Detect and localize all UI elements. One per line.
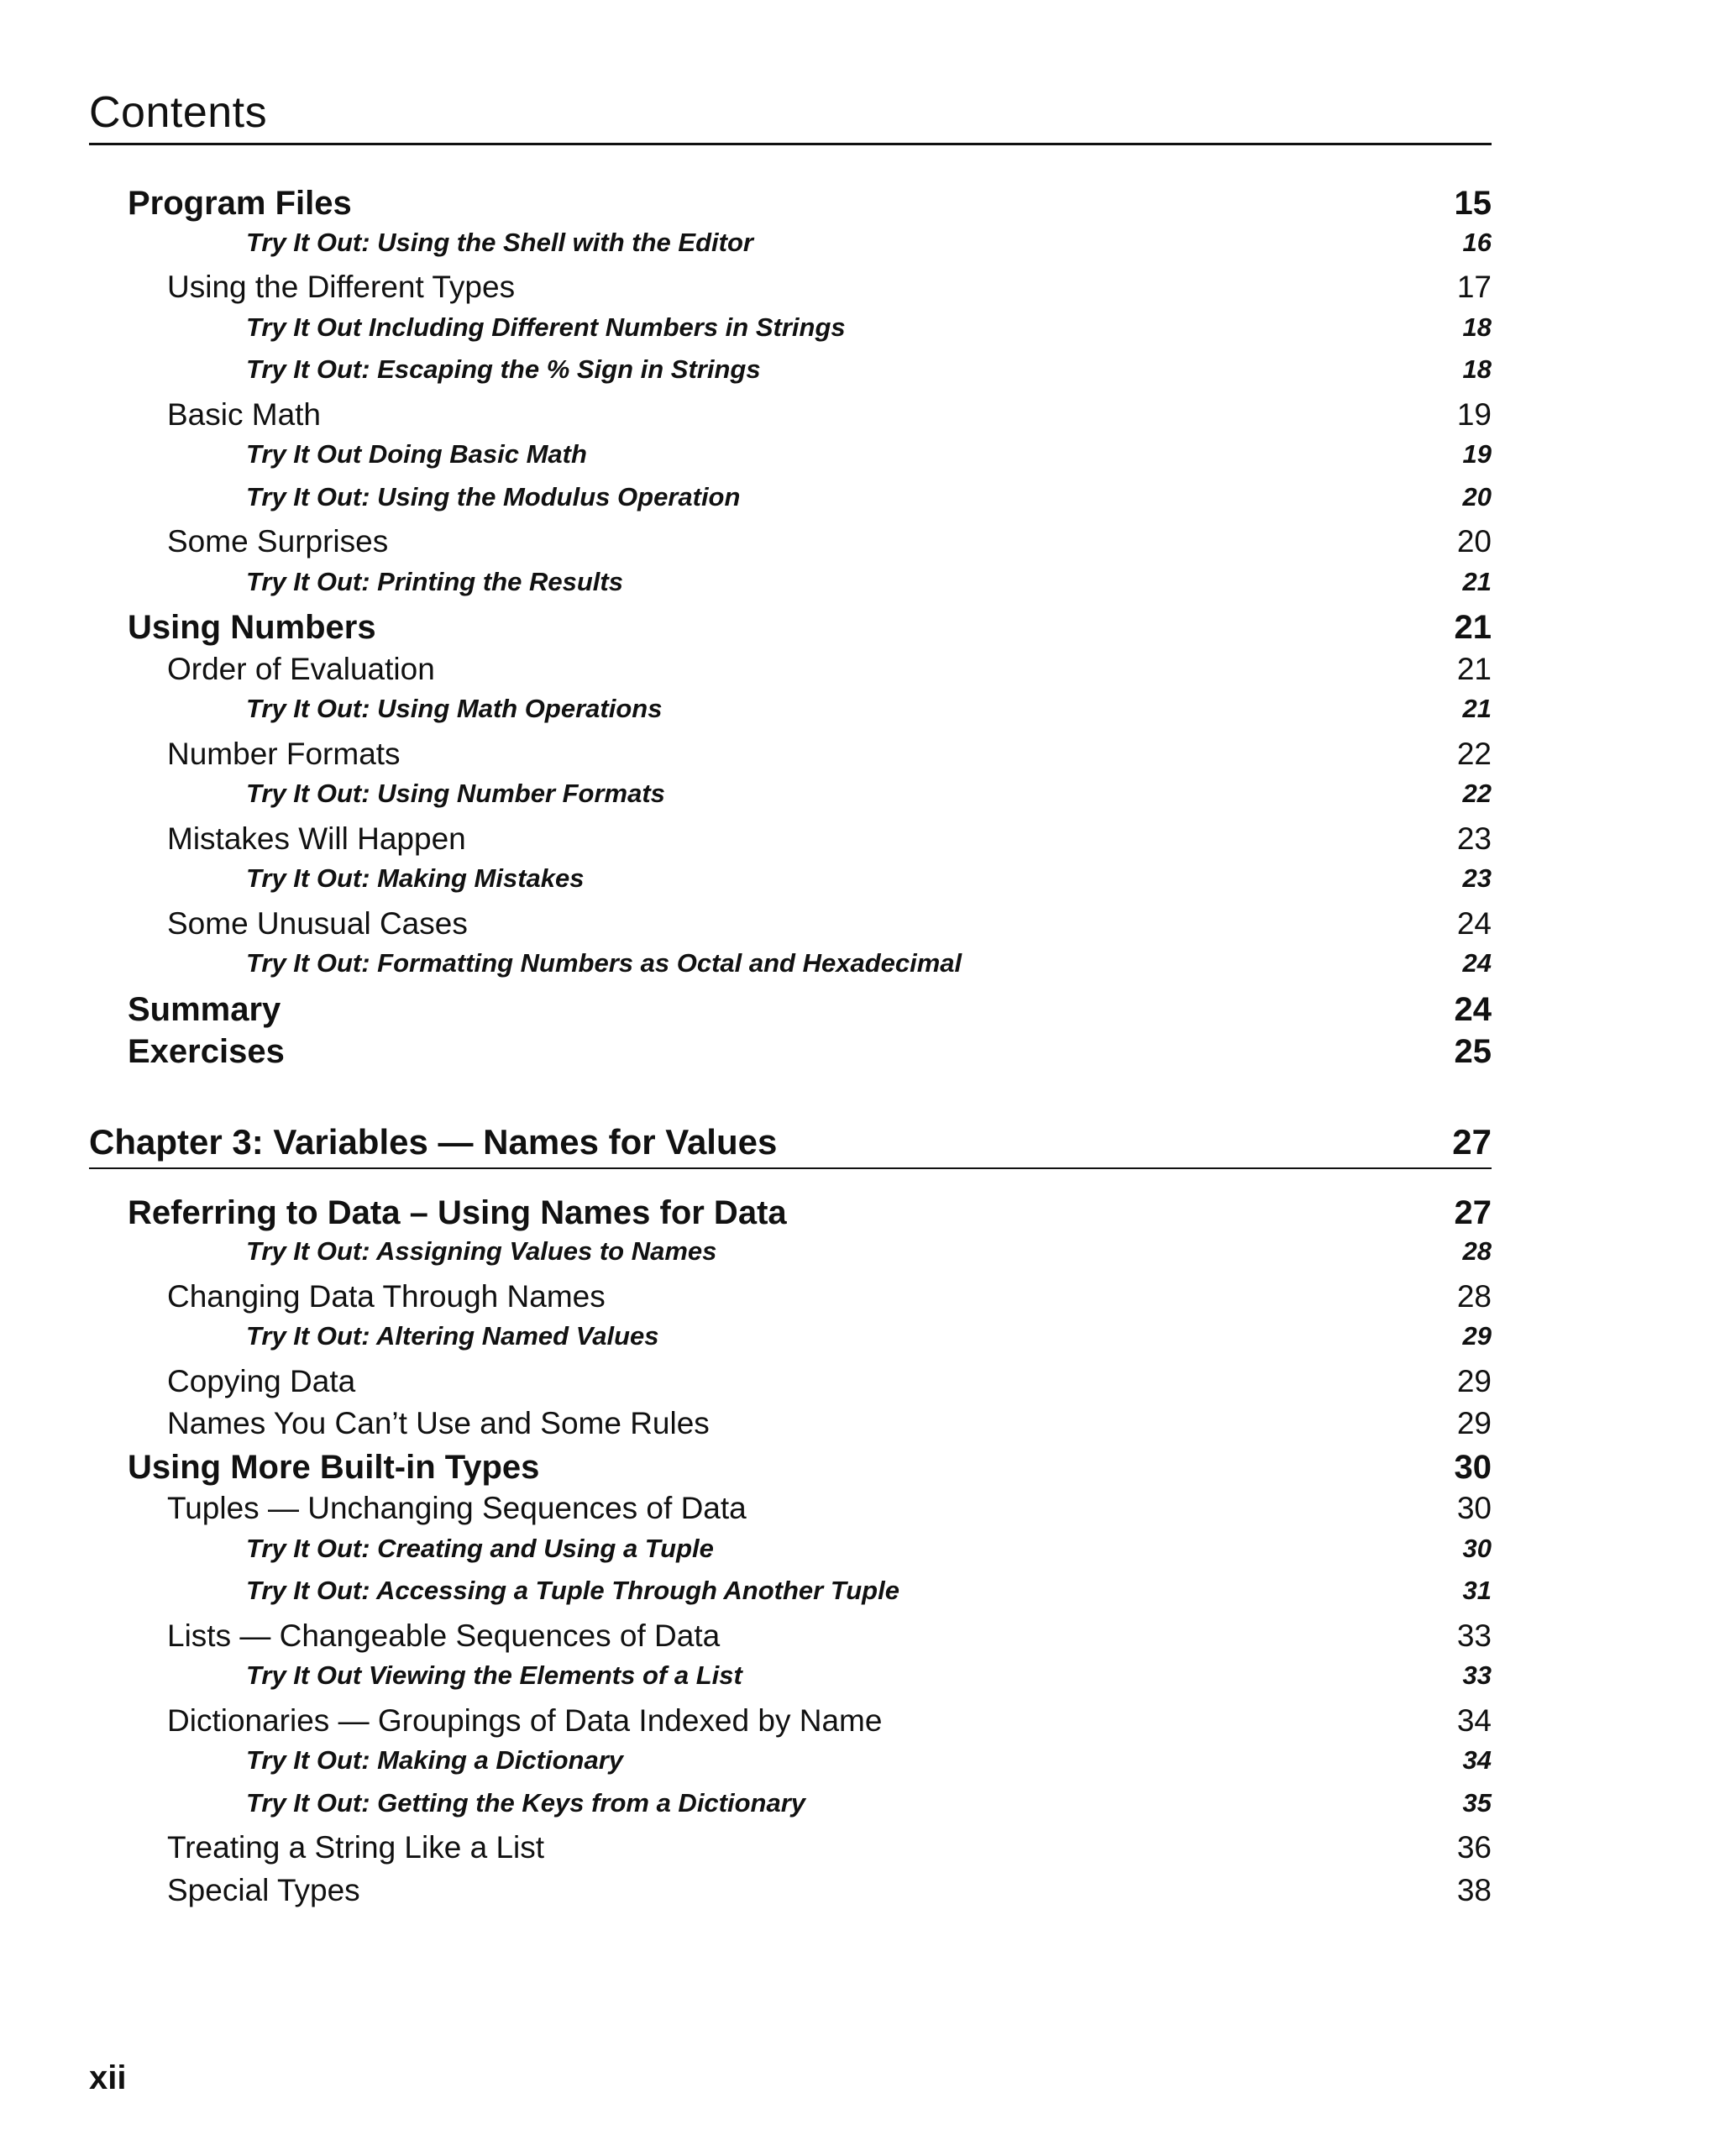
toc-entry-page: 25 — [1454, 1033, 1492, 1070]
toc-entry-sub[interactable] — [89, 906, 1492, 949]
toc-entry-title: Summary — [128, 990, 281, 1028]
toc-entry-tryit[interactable] — [89, 779, 1492, 821]
toc-entry-title: Tuples — Unchanging Sequences of Data — [167, 1491, 747, 1525]
toc-entry-page: 30 — [1454, 1448, 1492, 1486]
toc-entry-section[interactable] — [89, 609, 1492, 652]
toc-entry-tryit[interactable] — [89, 1745, 1492, 1788]
toc-entry-title: Try It Out: Using the Shell with the Editor — [246, 227, 753, 257]
toc-entry-tryit[interactable] — [89, 863, 1492, 906]
chapter-title: Chapter 3: Variables — Names for Values — [89, 1121, 778, 1162]
toc-entry-section[interactable] — [89, 185, 1492, 228]
toc-entry-title: Try It Out: Getting the Keys from a Dictionary — [246, 1787, 806, 1818]
toc-entry-sub[interactable] — [89, 737, 1492, 779]
toc-entry-title: Try It Out: Using the Modulus Operation — [246, 481, 741, 511]
toc-entry-title: Using More Built-in Types — [128, 1448, 540, 1486]
toc-entry-tryit[interactable] — [89, 354, 1492, 397]
toc-entry-page: 30 — [1456, 1491, 1492, 1525]
toc-entry-tryit[interactable] — [89, 1321, 1492, 1364]
toc-entry-sub[interactable] — [89, 1703, 1492, 1746]
toc-entry-page: 21 — [1462, 694, 1492, 723]
toc-entry-tryit[interactable] — [89, 948, 1492, 991]
toc-entry-sub[interactable] — [89, 1491, 1492, 1534]
toc-entry-title: Try It Out: Using Math Operations — [246, 694, 663, 723]
toc-entry-page: 21 — [1454, 609, 1492, 646]
toc-entry-title: Treating a String Like a List — [167, 1830, 545, 1865]
toc-entry-tryit[interactable] — [89, 1534, 1492, 1576]
toc-entry-page: 16 — [1462, 227, 1492, 257]
toc-entry-page: 18 — [1462, 354, 1492, 384]
toc-entry-page: 29 — [1456, 1363, 1492, 1398]
toc-entry-sub[interactable] — [89, 1618, 1492, 1661]
toc-entry-sub[interactable] — [89, 270, 1492, 312]
toc-entry-title: Mistakes Will Happen — [167, 821, 466, 856]
toc-entry-title: Try It Out: Making Mistakes — [246, 863, 585, 893]
toc-entry-tryit[interactable] — [89, 1660, 1492, 1703]
toc-entry-title: Lists — Changeable Sequences of Data — [167, 1618, 721, 1653]
toc-entry-section[interactable] — [89, 1033, 1492, 1076]
toc-entry-tryit[interactable] — [89, 228, 1492, 270]
toc-entry-title: Try It Out: Accessing a Tuple Through Another Tuple — [246, 1576, 899, 1605]
toc-entry-tryit[interactable] — [89, 1236, 1492, 1279]
toc-entry-title: Basic Math — [167, 396, 322, 432]
toc-entry-page: 19 — [1462, 439, 1492, 469]
toc-entry-sub[interactable] — [89, 1279, 1492, 1322]
toc-entry-page: 28 — [1456, 1278, 1492, 1314]
table-of-contents — [89, 185, 1492, 1915]
toc-entry-tryit[interactable] — [89, 312, 1492, 355]
toc-entry-page: 24 — [1454, 990, 1492, 1028]
toc-entry-page: 34 — [1462, 1745, 1492, 1775]
toc-entry-sub[interactable] — [89, 1364, 1492, 1407]
toc-entry-sub[interactable] — [89, 1830, 1492, 1873]
toc-entry-tryit[interactable] — [89, 1788, 1492, 1831]
toc-entry-page: 36 — [1456, 1830, 1492, 1865]
toc-entry-title: Dictionaries — Groupings of Data Indexed by Name — [167, 1702, 883, 1738]
toc-entry-title: Try It Out Including Different Numbers in Strings — [246, 312, 846, 342]
toc-entry-title: Try It Out: Assigning Values to Names — [246, 1236, 717, 1266]
toc-entry-title: Special Types — [167, 1872, 360, 1907]
toc-entry-title: Exercises — [128, 1033, 285, 1070]
toc-entry-title: Program Files — [128, 185, 352, 222]
toc-entry-title: Try It Out: Creating and Using a Tuple — [246, 1533, 714, 1563]
toc-entry-tryit[interactable] — [89, 439, 1492, 482]
toc-entry-section[interactable] — [89, 1194, 1492, 1237]
toc-entry-title: Copying Data — [167, 1363, 356, 1398]
page-number: xii — [89, 2059, 127, 2096]
toc-entry-title: Try It Out: Altering Named Values — [246, 1321, 659, 1351]
toc-entry-page: 20 — [1462, 481, 1492, 511]
toc-entry-page: 27 — [1454, 1193, 1492, 1231]
toc-entry-title: Referring to Data – Using Names for Data — [128, 1193, 787, 1231]
toc-entry-page: 19 — [1456, 396, 1492, 432]
toc-entry-page: 21 — [1456, 651, 1492, 686]
toc-entry-sub[interactable] — [89, 652, 1492, 695]
toc-entry-page: 23 — [1456, 821, 1492, 856]
toc-entry-title: Some Unusual Cases — [167, 905, 468, 941]
toc-entry-title: Try It Out Doing Basic Math — [246, 439, 587, 469]
toc-entry-page: 18 — [1462, 312, 1492, 342]
toc-entry-section[interactable] — [89, 991, 1492, 1034]
toc-entry-sub[interactable] — [89, 821, 1492, 864]
toc-entry-title: Number Formats — [167, 736, 401, 771]
toc-entry-page: 20 — [1456, 524, 1492, 559]
toc-entry-title: Try It Out: Printing the Results — [246, 566, 623, 596]
toc-entry-title: Changing Data Through Names — [167, 1278, 606, 1314]
toc-entry-tryit[interactable] — [89, 482, 1492, 525]
toc-entry-page: 29 — [1456, 1406, 1492, 1440]
toc-entry-page: 33 — [1456, 1618, 1492, 1653]
toc-entry-title: Using the Different Types — [167, 270, 516, 304]
toc-entry-page: 15 — [1454, 185, 1492, 222]
toc-part-2 — [89, 1194, 1492, 1916]
page-title: Contents — [89, 88, 268, 137]
toc-entry-page: 23 — [1462, 863, 1492, 893]
toc-entry-title: Try It Out: Escaping the % Sign in Strings — [246, 354, 761, 384]
toc-entry-sub[interactable] — [89, 524, 1492, 567]
toc-entry-page: 38 — [1456, 1872, 1492, 1907]
chapter-gap — [89, 1076, 1492, 1122]
toc-entry-page: 30 — [1462, 1533, 1492, 1563]
chapter-row[interactable] — [89, 1122, 1492, 1167]
toc-entry-title: Try It Out: Formatting Numbers as Octal and Hexadecimal — [246, 948, 962, 978]
toc-entry-title: Try It Out Viewing the Elements of a List — [246, 1660, 742, 1690]
toc-entry-page: 33 — [1462, 1660, 1492, 1690]
toc-entry-sub[interactable] — [89, 397, 1492, 440]
toc-entry-sub[interactable] — [89, 1873, 1492, 1916]
chapter-page: 27 — [1452, 1121, 1492, 1162]
toc-entry-page: 17 — [1456, 270, 1492, 304]
chapter-heading[interactable] — [89, 1122, 1492, 1169]
toc-entry-page: 22 — [1462, 779, 1492, 808]
toc-entry-title: Order of Evaluation — [167, 651, 435, 686]
toc-entry-page: 35 — [1462, 1787, 1492, 1818]
toc-entry-sub[interactable] — [89, 1406, 1492, 1449]
toc-entry-page: 31 — [1462, 1576, 1492, 1605]
toc-entry-page: 28 — [1462, 1236, 1492, 1266]
toc-entry-page: 29 — [1462, 1321, 1492, 1351]
toc-part-1 — [89, 185, 1492, 1076]
toc-entry-title: Names You Can’t Use and Some Rules — [167, 1406, 710, 1440]
toc-entry-title: Some Surprises — [167, 524, 389, 559]
toc-entry-tryit[interactable] — [89, 1576, 1492, 1618]
toc-entry-page: 34 — [1456, 1702, 1492, 1738]
toc-entry-page: 24 — [1456, 905, 1492, 941]
toc-entry-page: 22 — [1456, 736, 1492, 771]
toc-entry-title: Using Numbers — [128, 609, 376, 646]
toc-entry-tryit[interactable] — [89, 567, 1492, 610]
toc-entry-page: 21 — [1462, 566, 1492, 596]
toc-entry-section[interactable] — [89, 1449, 1492, 1492]
page-header — [89, 87, 1492, 145]
toc-entry-tryit[interactable] — [89, 694, 1492, 737]
toc-entry-title: Try It Out: Using Number Formats — [246, 779, 665, 808]
toc-entry-title: Try It Out: Making a Dictionary — [246, 1745, 624, 1775]
toc-entry-page: 24 — [1462, 948, 1492, 978]
